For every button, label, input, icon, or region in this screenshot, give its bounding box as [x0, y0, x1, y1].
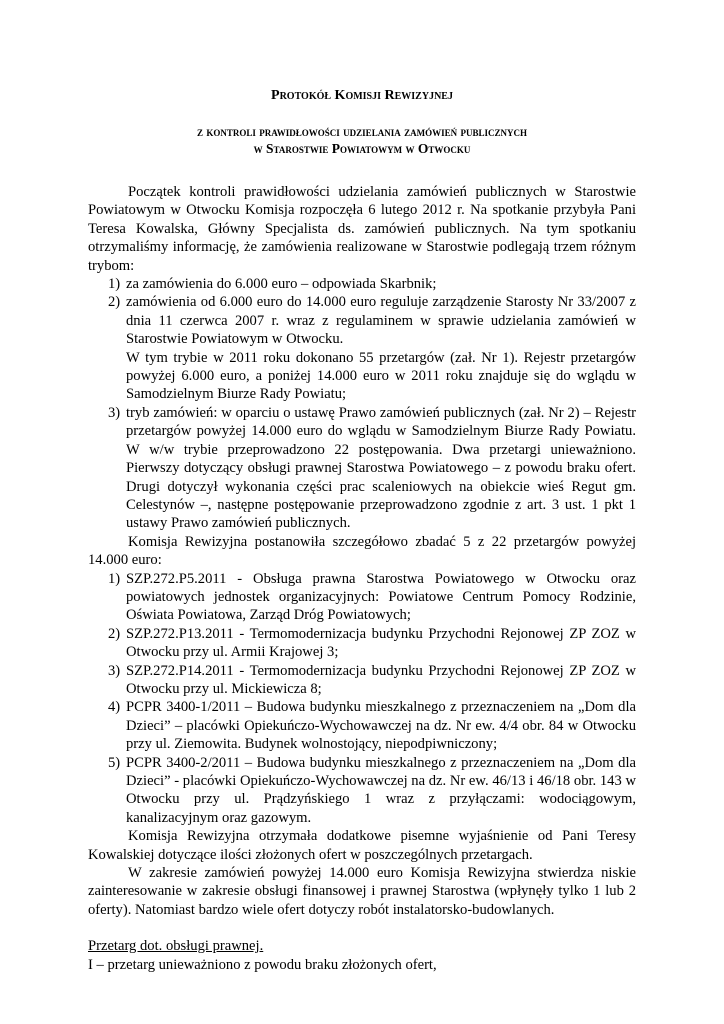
list-item [88, 275, 636, 293]
list-item-text: SZP.272.P14.2011 - Termomodernizacja budynku Przychodni Rejonowej ZP ZOZ w Otwocku przy ul. Mickiewicza 8; [126, 662, 636, 697]
document-subtitle [0, 123, 724, 157]
list-number: 1) [108, 570, 121, 587]
subtitle-line: z kontroli prawidłowości udzielania zamówień publicznych [197, 124, 527, 139]
list-number: 1) [108, 276, 121, 293]
list-item [88, 570, 636, 625]
section-line: I – przetarg unieważniono z powodu braku złożonych ofert, [88, 956, 437, 973]
list-item-text: PCPR 3400-1/2011 – Budowa budynku mieszkalnego z przeznaczeniem na „Dom dla Dzieci” – placówki Opiekuńczo-Wychowawczej na dz. Nr ew. 4/4 obr. 84 w Otwocku przy ul. Ziemowita. Budynek wolnostojący, niepodpiwniczony; [126, 699, 636, 753]
list-item-text: SZP.272.P5.2011 - Obsługa prawna Starostwa Powiatowego w Otwocku oraz powiatowych jednostek organizacyjnych: Powiatowe Centrum Pomocy Rodzinie, Oświata Powiatowa, Zarząd Dróg Powiatowych; [126, 570, 636, 624]
list-item [88, 625, 636, 662]
document-title: Protokół Komisji Rewizyjnej [271, 88, 453, 103]
decision-paragraph: Komisja Rewizyjna postanowiła szczegółowo zbadać 5 z 22 przetargów powyżej 14.000 euro: [88, 533, 636, 569]
list-item-text: SZP.272.P13.2011 - Termomodernizacja budynku Przychodni Rejonowej ZP ZOZ w Otwocku przy ul. Armii Krajowej 3; [126, 625, 636, 661]
section-heading: Przetarg dot. obsługi prawnej. [88, 938, 264, 955]
list-item-text: za zamówienia do 6.000 euro – odpowiada Skarbnik; [126, 276, 437, 293]
list-item-text: zamówienia od 6.000 euro do 14.000 euro reguluje zarządzenie Starosty Nr 33/2007 z dnia 11 czerwca 2007 r. wraz z regulaminem w sprawie udzielania zamówień w Starostwie Powiatowym w Otwocku. [126, 294, 636, 348]
explanation-paragraph: Komisja Rewizyjna otrzymała dodatkowe pisemne wyjaśnienie od Pani Teresy Kowalskiej dotyczące ilości złożonych ofert w poszczególnych przetargach. [88, 828, 636, 863]
findings-paragraph: W zakresie zamówień powyżej 14.000 euro Komisja Rewizyjna stwierdza niskie zainteresowanie w zakresie obsługi finansowej i prawnej Starostwa (wpłynęły tylko 1 lub 2 oferty). Natomiast bardzo wiele ofert dotyczy robót instalatorsko-budowlanych. [88, 865, 636, 918]
list-item-text: tryb zamówień: w oparciu o ustawę Prawo zamówień publicznych (zał. Nr 2) – Rejestr przetargów powyżej 14.000 euro do wglądu w Samodzielnym Biurze Rady Powiatu. W w/w trybie przeprowadzono 22 postępowania. Dwa przetargi unieważniono. Pierwszy dotyczący obsługi prawnej Starostwa Powiatowego – z powodu braku ofert. Drugi dotyczył wykonania części prac scaleniowych na obiekcie wieś Regut gm. Celestynów –, następne postępowanie przeprowadzono zgodnie z art. 3 ust. 1 pkt 1 ustawy Prawo zamówień publicznych. [126, 404, 636, 532]
list-number: 2) [108, 294, 121, 311]
list-item-text: PCPR 3400-2/2011 – Budowa budynku mieszkalnego z przeznaczeniem na „Dom dla Dzieci” - placówki Opiekuńczo-Wychowawczej na dz. Nr ew. 46/13 i 46/18 obr. 143 w Otwocku przy ul. Prądzyńskiego 1 wraz z przyłączami: wodociągowym, kanalizacyjnym oraz gazowym. [126, 754, 636, 826]
list-item [88, 698, 636, 753]
list-number: 3) [108, 404, 121, 421]
modes-list [88, 275, 636, 533]
list-number: 2) [108, 625, 121, 642]
list-item [88, 662, 636, 699]
list-item [88, 293, 636, 403]
tenders-list [88, 570, 636, 828]
list-item-extra: W tym trybie w 2011 roku dokonano 55 przetargów (zał. Nr 1). Rejestr przetargów powyżej 6.000 euro, a poniżej 14.000 euro w 2011 roku znajduje się do wglądu w Samodzielnym Biurze Rady Powiatu; [126, 349, 636, 403]
list-item [88, 754, 636, 828]
list-item [88, 404, 636, 533]
list-number: 3) [108, 662, 121, 679]
list-number: 4) [108, 699, 121, 716]
intro-paragraph: Początek kontroli prawidłowości udzielania zamówień publicznych w Starostwie Powiatowym w Otwocku Komisja rozpoczęła 6 lutego 2012 r. Na spotkanie przybyła Pani Teresa Kowalska, Główny Specjalista ds. zamówień publicznych. Na tym spotkaniu otrzymaliśmy informację, że zamówienia realizowane w Starostwie podlegają trzem różnym trybom: [88, 184, 636, 274]
subtitle-line: w Starostwie Powiatowym w Otwocku [253, 141, 471, 156]
list-number: 5) [108, 754, 121, 771]
document-body [88, 183, 636, 974]
